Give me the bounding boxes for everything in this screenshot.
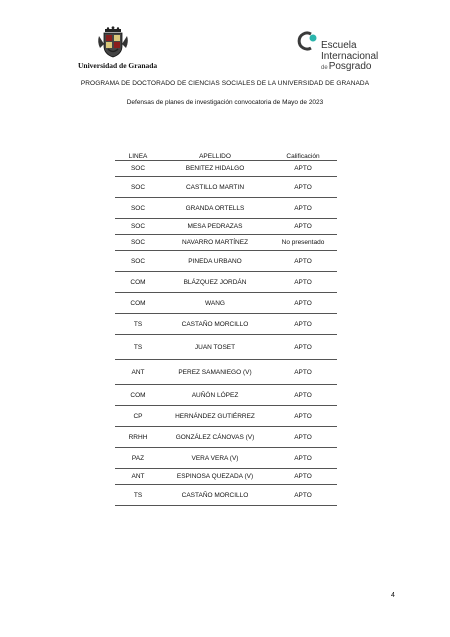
document-subtitle: Defensas de planes de investigación convocatoria de Mayo de 2023 xyxy=(126,99,324,106)
cell-linea: COM xyxy=(115,272,161,293)
cell-linea: SOC xyxy=(115,161,161,177)
table-row xyxy=(115,469,337,485)
cell-calificacion: APTO xyxy=(269,219,337,235)
cell-apellido: HERNÁNDEZ GUTIÉRREZ xyxy=(161,406,269,427)
cell-calificacion: APTO xyxy=(269,293,337,314)
cell-calificacion: APTO xyxy=(269,272,337,293)
cell-calificacion: APTO xyxy=(269,335,337,360)
table-row xyxy=(115,177,337,198)
cell-calificacion: APTO xyxy=(269,177,337,198)
table-row xyxy=(115,427,337,448)
table-row xyxy=(115,485,337,506)
cell-apellido: ESPINOSA QUEZADA (V) xyxy=(161,469,269,485)
cell-calificacion: APTO xyxy=(269,406,337,427)
column-header-linea: LINEA xyxy=(115,148,161,161)
column-header-calificacion: Calificación xyxy=(269,148,337,161)
cell-apellido: NAVARRO MARTÍNEZ xyxy=(161,235,269,251)
cell-linea: SOC xyxy=(115,219,161,235)
coat-of-arms-icon xyxy=(96,26,130,59)
cell-linea: ANT xyxy=(115,469,161,485)
cell-apellido: PEREZ SAMANIEGO (V) xyxy=(161,360,269,385)
column-header-apellido: APELLIDO xyxy=(161,148,269,161)
eip-logo-icon xyxy=(297,30,319,52)
table-header-row xyxy=(115,148,337,161)
cell-apellido: JUAN TOSET xyxy=(161,335,269,360)
school-line-3-prefix: de xyxy=(321,65,328,71)
cell-calificacion: No presentado xyxy=(269,235,337,251)
table-row xyxy=(115,235,337,251)
table-row xyxy=(115,314,337,335)
table-row xyxy=(115,293,337,314)
cell-calificacion: APTO xyxy=(269,251,337,272)
cell-apellido: PINEDA URBANO xyxy=(161,251,269,272)
school-line-2: Internacional xyxy=(321,50,379,62)
cell-calificacion: APTO xyxy=(269,485,337,506)
cell-apellido: AUÑÓN LÓPEZ xyxy=(161,385,269,406)
table-row xyxy=(115,385,337,406)
cell-calificacion: APTO xyxy=(269,385,337,406)
table-row xyxy=(115,219,337,235)
cell-apellido: VERA VERA (V) xyxy=(161,448,269,469)
school-line-1: Escuela xyxy=(321,40,357,51)
cell-linea: SOC xyxy=(115,177,161,198)
cell-apellido: CASTAÑO MORCILLO xyxy=(161,314,269,335)
cell-calificacion: APTO xyxy=(269,427,337,448)
program-title: PROGRAMA DE DOCTORADO DE CIENCIAS SOCIALES DE LA UNIVERSIDAD DE GRANADA xyxy=(80,80,370,87)
table-row xyxy=(115,161,337,177)
cell-apellido: WANG xyxy=(161,293,269,314)
table-row xyxy=(115,406,337,427)
cell-linea: COM xyxy=(115,293,161,314)
cell-linea: TS xyxy=(115,335,161,360)
cell-linea: TS xyxy=(115,485,161,506)
cell-linea: COM xyxy=(115,385,161,406)
cell-apellido: BLÁZQUEZ JORDÁN xyxy=(161,272,269,293)
cell-linea: RRHH xyxy=(115,427,161,448)
cell-apellido: CASTILLO MARTIN xyxy=(161,177,269,198)
cell-apellido: CASTAÑO MORCILLO xyxy=(161,485,269,506)
cell-linea: CP xyxy=(115,406,161,427)
cell-apellido: GRANDA ORTELLS xyxy=(161,198,269,219)
cell-linea: ANT xyxy=(115,360,161,385)
table-row xyxy=(115,335,337,360)
university-logo xyxy=(78,26,158,70)
cell-calificacion: APTO xyxy=(269,448,337,469)
cell-calificacion: APTO xyxy=(269,469,337,485)
cell-apellido: GONZÁLEZ CÁNOVAS (V) xyxy=(161,427,269,448)
school-line-3: Posgrado xyxy=(328,61,372,72)
page-number: 4 xyxy=(391,592,395,599)
university-name: Universidad de Granada xyxy=(78,61,158,70)
cell-linea: SOC xyxy=(115,251,161,272)
cell-calificacion: APTO xyxy=(269,198,337,219)
table-row xyxy=(115,272,337,293)
table-row xyxy=(115,251,337,272)
results-table xyxy=(115,148,337,506)
table-row xyxy=(115,360,337,385)
cell-linea: SOC xyxy=(115,235,161,251)
cell-calificacion: APTO xyxy=(269,314,337,335)
cell-linea: SOC xyxy=(115,198,161,219)
school-logo xyxy=(297,30,378,74)
cell-apellido: MESA PEDRAZAS xyxy=(161,219,269,235)
cell-apellido: BENITEZ HIDALGO xyxy=(161,161,269,177)
cell-linea: TS xyxy=(115,314,161,335)
table-row xyxy=(115,448,337,469)
cell-linea: PAZ xyxy=(115,448,161,469)
cell-calificacion: APTO xyxy=(269,360,337,385)
table-row xyxy=(115,198,337,219)
cell-calificacion: APTO xyxy=(269,161,337,177)
